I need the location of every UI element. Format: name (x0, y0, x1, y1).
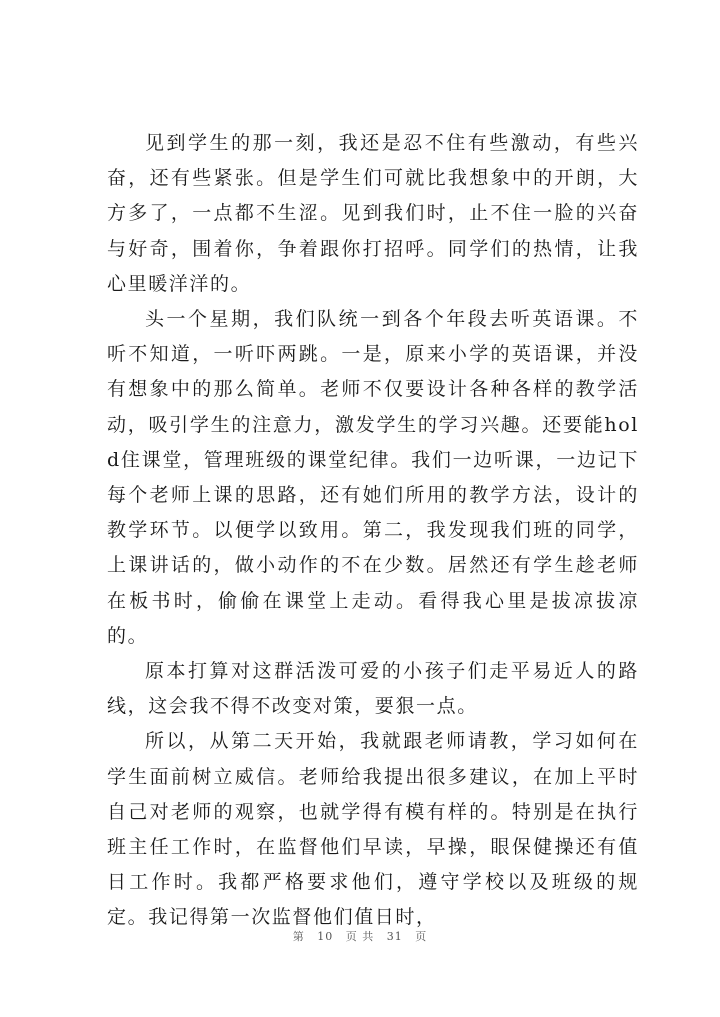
paragraph-4: 所以，从第二天开始，我就跟老师请教，学习如何在学生面前树立威信。老师给我提出很多建议，在加上平时自己对老师的观察，也就学得有模有样的。特别是在执行班主任工作时，在监督他们早读，早操，眼保健操还有值日工作时。我都严格要求他们，遵守学校以及班级的规定。我记得第一次监督他们值日时， (107, 730, 639, 929)
paragraph-1: 见到学生的那一刻，我还是忍不住有些激动，有些兴奋，还有些紧张。但是学生们可就比我想象中的开朗，大方多了，一点都不生涩。见到我们时，止不住一脸的兴奋与好奇，围着你，争着跟你打招呼。同学们的热情，让我心里暖洋洋的。 (107, 132, 639, 295)
total-pages-number: 31 (386, 930, 403, 943)
footer-suffix: 页 (415, 930, 428, 943)
paragraph-2: 头一个星期，我们队统一到各个年段去听英语课。不听不知道，一听吓两跳。一是，原来小学的英语课，并没有想象中的那么简单。老师不仅要设计各种各样的教学活动，吸引学生的注意力，激发学生的学习兴趣。还要能hold住课堂，管理班级的课堂纪律。我们一边听课，一边记下每个老师上课的思路，还有她们所用的教学方法，设计的教学环节。以便学以致用。第二，我发现我们班的同学，上课讲话的，做小动作的不在少数。居然还有学生趁老师在板书时，偷偷在课堂上走动。看得我心里是拔凉拔凉的。 (107, 308, 639, 647)
footer-middle: 页 共 (345, 930, 375, 943)
document-body (107, 126, 639, 936)
footer-prefix: 第 (292, 930, 305, 943)
current-page-number: 10 (317, 930, 334, 943)
paragraph-3: 原本打算对这群活泼可爱的小孩子们走平易近人的路线，这会我不得不改变对策，要狠一点。 (107, 660, 639, 718)
page-footer (0, 928, 720, 944)
